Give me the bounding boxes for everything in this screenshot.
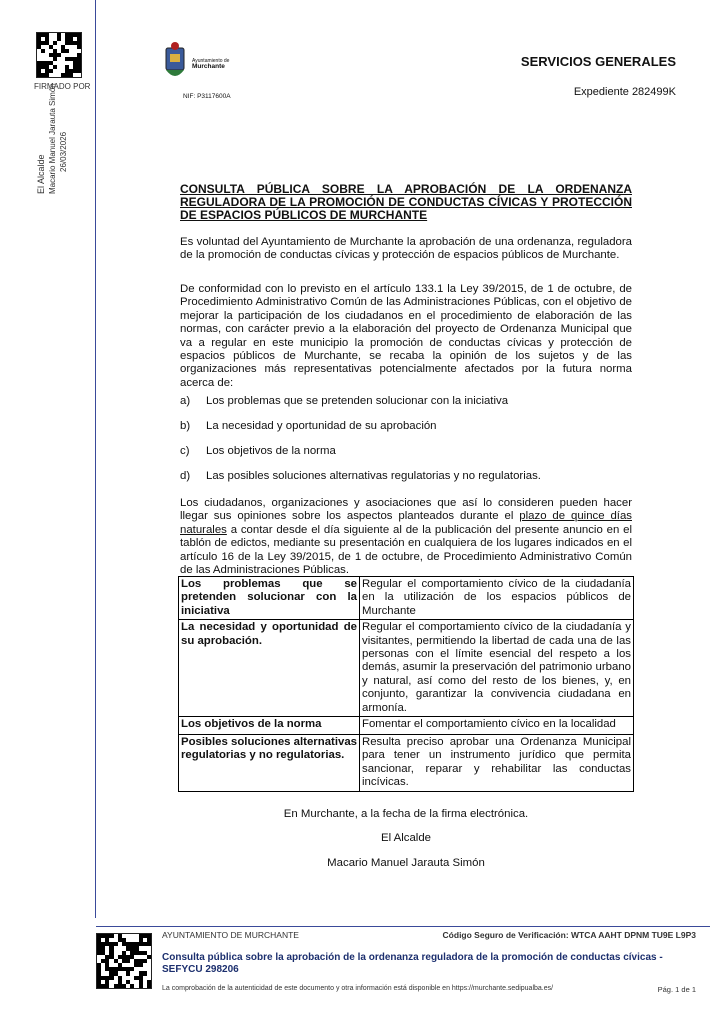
list-item: d) Las posibles soluciones alternativas regulatorias y no regulatorias.: [180, 470, 541, 482]
list-item: a) Los problemas que se pretenden solucionar con la iniciativa: [180, 395, 509, 407]
logo-line2: Murchante: [192, 63, 225, 70]
expediente-number: Expediente 282499K: [573, 86, 676, 98]
signature-block-vertical: [36, 83, 69, 194]
footer-csv: Código Seguro de Verificación: WTCA AAHT DPNM TU9E L9P3: [442, 930, 696, 940]
table-value: Regular el comportamiento cívico de la ciudadanía y visitantes, permitiendo la libertad de cada una de las personas con el límite esencial del respeto a los demás, asumir la preservación del patrimonio urbano y natural, así como del resto de los bienes, y, en conjunto, garantizar la convivencia ciudadana en armonía.: [360, 620, 634, 717]
document-title: CONSULTA PÚBLICA SOBRE LA APROBACIÓN DE LA ORDENANZA REGULADORA DE LA PROMOCIÓN DE CONDUCTAS CÍVICAS Y PROTECCIÓN DE ESPACIOS PÚBLICOS DE MURCHANTE: [180, 182, 632, 222]
signer-name: Macario Manuel Jarauta Simón: [327, 857, 485, 869]
signer-role: El Alcalde: [380, 832, 432, 844]
coat-of-arms-icon: [160, 40, 190, 82]
legal-paragraph: De conformidad con lo previsto en el artículo 133.1 la Ley 39/2015, de 1 de octubre, de Procedimiento Administrativo Común de las Administraciones Públicas, con el objetivo de mejorar la participación de los ciudadanos en el procedimiento de elaboración de las normas, con carácter previo a la elaboración del proyecto de Ordenanza Municipal que va a regular en este municipio la promoción de conductas cívicas y protección de espacios públicos de Murchante, se recaba la opinión de los sujetos y de las organizaciones más representativas potencialmente afectados por la futura norma acerca de:: [180, 283, 632, 389]
table-label: Posibles soluciones alternativas regulatorias y no regulatorias.: [179, 735, 360, 792]
intro-paragraph: Es voluntad del Ayuntamiento de Murchante la aprobación de una ordenanza, reguladora de la promoción de conductas cívicas y protección de espacios públicos de Murchante.: [180, 236, 632, 262]
deadline-link: plazo de quince días naturales: [180, 510, 632, 536]
footer-org: AYUNTAMIENTO DE MURCHANTE: [162, 930, 299, 940]
footer-verification: La comprobación de la autenticidad de este documento y otra información está disponible en https://murchante.sedipualba.es/: [162, 985, 554, 992]
footer-divider: [96, 926, 710, 927]
signature-date: 26/03/2026: [59, 131, 68, 172]
consultation-table: [178, 576, 634, 792]
firmado-por-label: FIRMADO POR: [34, 82, 91, 91]
closing-line: En Murchante, a la fecha de la firma electrónica.: [283, 808, 529, 820]
nif: NIF: P3117600A: [183, 93, 231, 100]
signature-qr-code: [36, 32, 82, 78]
municipal-logo: [160, 40, 252, 86]
table-label: La necesidad y oportunidad de su aprobación.: [179, 620, 360, 717]
department-heading: SERVICIOS GENERALES: [520, 54, 676, 69]
footer-document-title: Consulta pública sobre la aprobación de la ordenanza reguladora de la promoción de conductas cívicas - SEFYCU 298206: [162, 952, 663, 975]
table-row: [179, 577, 634, 620]
table-label: Los objetivos de la norma: [179, 717, 360, 735]
footer-qr-code: [96, 933, 152, 989]
footer-page-number: Pág. 1 de 1: [657, 985, 696, 994]
logo-line1: Ayuntamiento de: [192, 58, 230, 64]
table-row: [179, 620, 634, 717]
table-value: Resulta preciso aprobar una Ordenanza Municipal para tener un instrumento jurídico que permita sancionar, reparar y rehabilitar las conductas incívicas.: [360, 735, 634, 792]
list-item: c) Los objetivos de la norma: [180, 445, 336, 457]
table-row: [179, 717, 634, 735]
margin-divider: [95, 0, 96, 918]
table-label: Los problemas que se pretenden solucionar con la iniciativa: [179, 577, 360, 620]
table-value: Fomentar el comportamiento cívico en la localidad: [360, 717, 634, 735]
table-value: Regular el comportamiento cívico de la ciudadanía en la utilización de los espacios públicos de Murchante: [360, 577, 634, 620]
signature-role: El Alcalde: [36, 154, 46, 194]
participation-paragraph: Los ciudadanos, organizaciones y asociaciones que así lo consideren pueden hacer llegar sus opiniones sobre los aspectos planteados durante el plazo de quince días naturales a contar desde el día siguiente al de la publicación del presente anuncio en el tablón de edictos, mediante su presentación en cualquiera de los lugares indicados en el artículo 16 de la Ley 39/2015, de 1 de octubre, de Procedimiento Administrativo Común de las Administraciones Públicas.: [180, 497, 632, 577]
list-item: b) La necesidad y oportunidad de su aprobación: [180, 420, 437, 432]
table-row: [179, 735, 634, 792]
signature-name: Macario Manuel Jarauta Simón: [48, 83, 57, 194]
